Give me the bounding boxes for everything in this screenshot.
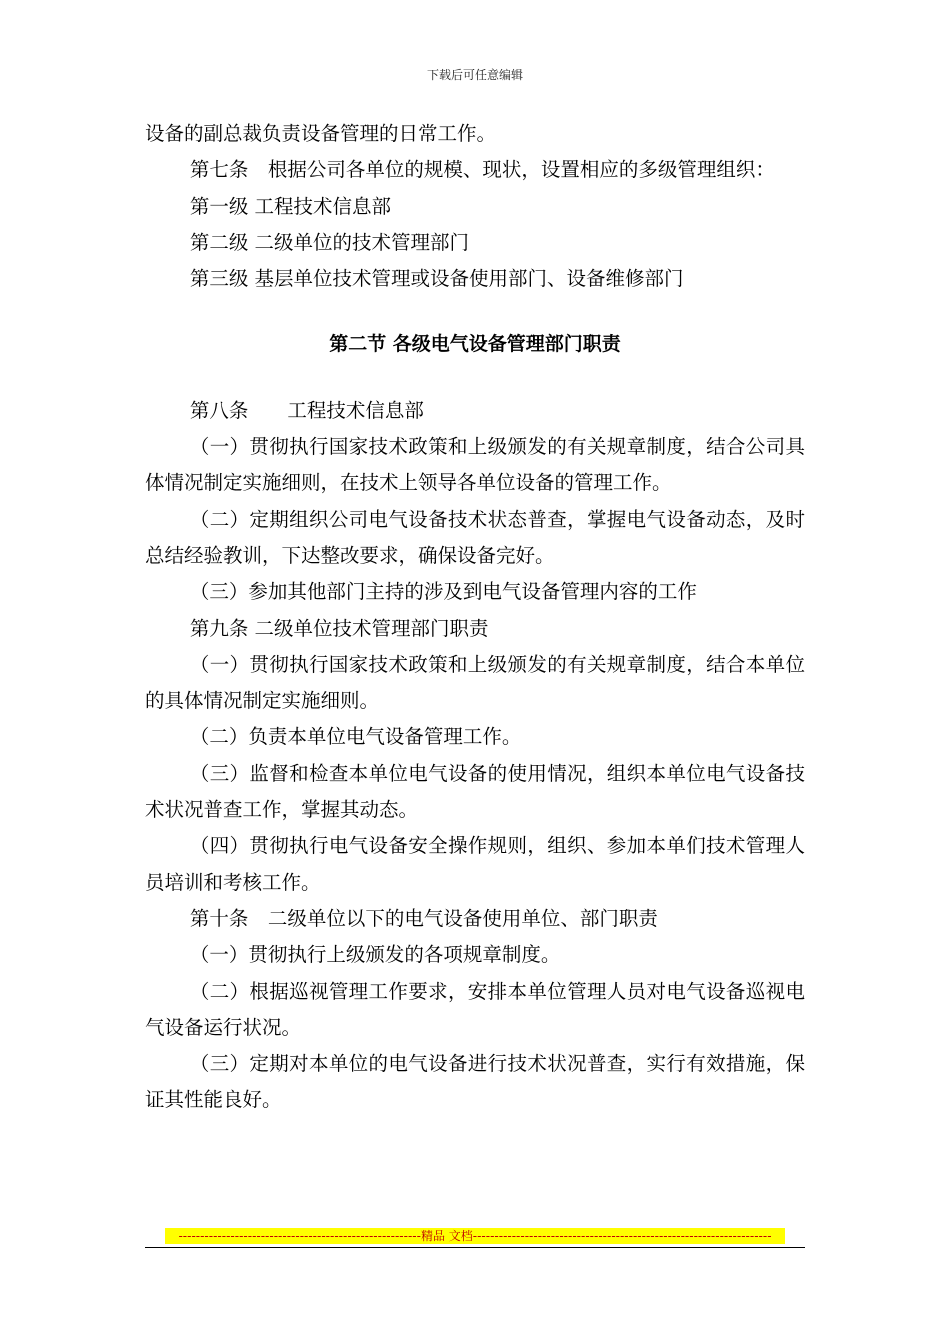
article-9-item-2: （二）负责本单位电气设备管理工作。 [189,725,522,749]
article-8-item-3: （三）参加其他部门主持的涉及到电气设备管理内容的工作 [189,580,697,604]
body-text [145,116,805,1119]
article-9: 第九条 二级单位技术管理部门职责 [189,616,489,640]
footer-divider [145,1247,805,1248]
article-9-item-3: （三）监督和检查本单位电气设备的使用情况，组织本单位电气设备技术状况普查工作，掌握其动态。 [145,761,805,822]
article-8: 第八条 工程技术信息部 [189,398,424,422]
level-1-item: 第一级 工程技术信息部 [189,194,392,218]
footer-watermark-band: --------------------------------------------------------精品 文档--------------------------------------------------------------------- [165,1228,785,1244]
section-title: 第二节 各级电气设备管理部门职责 [329,333,621,356]
article-9-item-1: （一）贯彻执行国家技术政策和上级颁发的有关规章制度，结合本单位的具体情况制定实施细则。 [145,652,805,713]
article-10-item-1: （一）贯彻执行上级颁发的各项规章制度。 [189,943,561,967]
article-8-item-1: （一）贯彻执行国家技术政策和上级颁发的有关规章制度，结合公司具体情况制定实施细则，在技术上领导各单位设备的管理工作。 [145,435,805,495]
article-10-item-3: （三）定期对本单位的电气设备进行技术状况普查，实行有效措施，保证其性能良好。 [145,1052,805,1112]
level-2-item: 第二级 二级单位的技术管理部门 [189,230,470,254]
paragraph: 设备的副总裁负责设备管理的日常工作。 [145,122,497,145]
level-3-item: 第三级 基层单位技术管理或设备使用部门、设备维修部门 [189,267,684,291]
article-8-item-2: （二）定期组织公司电气设备技术状态普查，掌握电气设备动态，及时总结经验教训，下达整改要求，确保设备完好。 [145,507,805,567]
article-9-item-4: （四）贯彻执行电气设备安全操作规则，组织、参加本单们技术管理人员培训和考核工作。 [145,834,805,894]
article-10-item-2: （二）根据巡视管理工作要求，安排本单位管理人员对电气设备巡视电气设备运行状况。 [145,979,805,1039]
article-10: 第十条 二级单位以下的电气设备使用单位、部门职责 [189,906,658,930]
header-note: 下载后可任意编辑 [426,68,523,82]
article-7: 第七条 根据公司各单位的规模、现状，设置相应的多级管理组织： [189,158,775,182]
